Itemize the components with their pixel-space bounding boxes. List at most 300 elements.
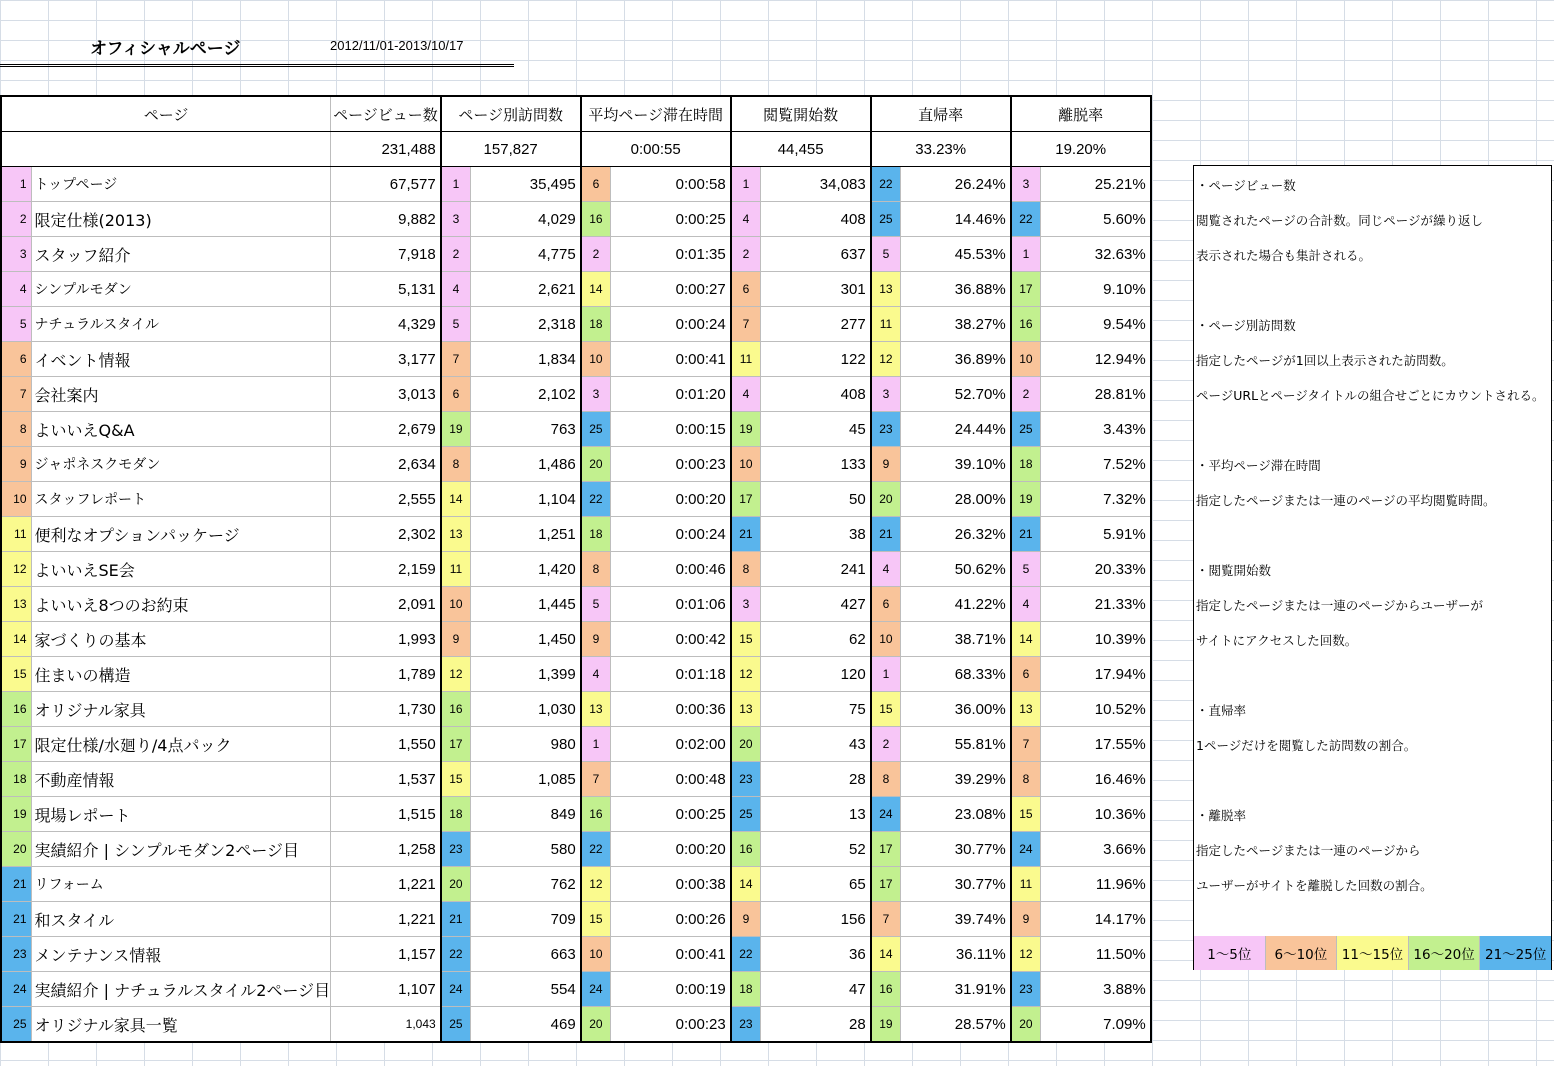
avg-time-cell[interactable]: 0:00:27 <box>611 272 731 307</box>
avg-time-cell[interactable]: 0:00:38 <box>611 867 731 902</box>
entrances-cell[interactable]: 637 <box>761 237 871 272</box>
avg-time-cell[interactable]: 0:00:24 <box>611 307 731 342</box>
avg-time-cell[interactable]: 0:00:41 <box>611 937 731 972</box>
visits-rank-cell: 11 <box>441 552 471 587</box>
pv-rank-cell: 16 <box>1 692 31 727</box>
bounce-rate-cell[interactable]: 36.89% <box>901 342 1011 377</box>
visits-rank-cell: 15 <box>441 762 471 797</box>
exit-rank-cell: 23 <box>1011 972 1041 1007</box>
total-bounce-rate[interactable]: 33.23% <box>871 132 1011 167</box>
note-line: ・ページ別訪問数 <box>1196 318 1296 333</box>
table-row <box>1 167 1151 202</box>
avg-time-cell[interactable]: 0:00:20 <box>611 482 731 517</box>
pv-rank-cell: 2 <box>1 202 31 237</box>
table-row <box>1 482 1151 517</box>
visits-rank-cell: 14 <box>441 482 471 517</box>
visits-cell[interactable]: 1,030 <box>471 692 581 727</box>
table-row <box>1 727 1151 762</box>
bounce-rank-cell: 19 <box>871 1007 901 1043</box>
total-exit-rate[interactable]: 19.20% <box>1011 132 1151 167</box>
page-name-cell[interactable]: よいいえ8つのお約束 <box>31 587 331 622</box>
exit-rate-cell[interactable]: 10.36% <box>1041 797 1151 832</box>
exit-rank-cell: 11 <box>1011 867 1041 902</box>
exit-rank-cell: 22 <box>1011 202 1041 237</box>
exit-rate-cell[interactable]: 7.32% <box>1041 482 1151 517</box>
note-line: ページURLとページタイトルの組合せごとにカウントされる。 <box>1196 388 1545 403</box>
entrances-cell[interactable]: 75 <box>761 692 871 727</box>
entrances-rank-cell: 1 <box>731 167 761 202</box>
exit-rank-cell: 14 <box>1011 622 1041 657</box>
entrances-cell[interactable]: 28 <box>761 762 871 797</box>
avg-time-cell[interactable]: 0:00:42 <box>611 622 731 657</box>
bounce-rank-cell: 11 <box>871 307 901 342</box>
page-name-cell[interactable]: トップページ <box>31 167 331 202</box>
bounce-rank-cell: 12 <box>871 342 901 377</box>
exit-rate-cell[interactable]: 5.60% <box>1041 202 1151 237</box>
avg-time-rank-cell: 1 <box>581 727 611 762</box>
exit-rank-cell: 8 <box>1011 762 1041 797</box>
total-avg-time[interactable]: 0:00:55 <box>581 132 731 167</box>
table-row <box>1 762 1151 797</box>
entrances-cell[interactable]: 408 <box>761 202 871 237</box>
page-name-cell[interactable]: 和スタイル <box>31 902 331 937</box>
header-entrances[interactable]: 閲覧開始数 <box>731 96 871 132</box>
pageviews-cell[interactable]: 2,555 <box>331 482 441 517</box>
page-name-cell[interactable]: 限定仕様(2013) <box>31 202 331 237</box>
date-range: 2012/11/01-2013/10/17 <box>330 38 464 53</box>
entrances-cell[interactable]: 120 <box>761 657 871 692</box>
entrances-rank-cell: 4 <box>731 377 761 412</box>
visits-cell[interactable]: 1,104 <box>471 482 581 517</box>
exit-rate-cell[interactable]: 17.94% <box>1041 657 1151 692</box>
header-visits[interactable]: ページ別訪問数 <box>441 96 581 132</box>
bounce-rate-cell[interactable]: 55.81% <box>901 727 1011 762</box>
bounce-rate-cell[interactable]: 38.27% <box>901 307 1011 342</box>
pageviews-cell[interactable]: 1,789 <box>331 657 441 692</box>
avg-time-cell[interactable]: 0:00:25 <box>611 202 731 237</box>
table-row <box>1 307 1151 342</box>
entrances-rank-cell: 20 <box>731 727 761 762</box>
exit-rate-cell[interactable]: 9.10% <box>1041 272 1151 307</box>
bounce-rate-cell[interactable]: 28.57% <box>901 1007 1011 1043</box>
table-row <box>1 447 1151 482</box>
total-entrances[interactable]: 44,455 <box>731 132 871 167</box>
avg-time-cell[interactable]: 0:00:20 <box>611 832 731 867</box>
bounce-rate-cell[interactable]: 39.74% <box>901 902 1011 937</box>
bounce-rate-cell[interactable]: 45.53% <box>901 237 1011 272</box>
entrances-cell[interactable]: 408 <box>761 377 871 412</box>
page-name-cell[interactable]: 住まいの構造 <box>31 657 331 692</box>
entrances-rank-cell: 18 <box>731 972 761 1007</box>
visits-cell[interactable]: 2,318 <box>471 307 581 342</box>
entrances-rank-cell: 10 <box>731 447 761 482</box>
exit-rank-cell: 5 <box>1011 552 1041 587</box>
exit-rank-cell: 9 <box>1011 902 1041 937</box>
pv-rank-cell: 18 <box>1 762 31 797</box>
entrances-cell[interactable]: 52 <box>761 832 871 867</box>
entrances-rank-cell: 25 <box>731 797 761 832</box>
pageviews-cell[interactable]: 1,107 <box>331 972 441 1007</box>
page-name-cell[interactable]: オリジナル家具一覧 <box>31 1007 331 1043</box>
pageviews-cell[interactable]: 1,550 <box>331 727 441 762</box>
entrances-cell[interactable]: 45 <box>761 412 871 447</box>
avg-time-cell[interactable]: 0:00:41 <box>611 342 731 377</box>
visits-cell[interactable]: 1,445 <box>471 587 581 622</box>
visits-cell[interactable]: 1,085 <box>471 762 581 797</box>
pv-rank-cell: 14 <box>1 622 31 657</box>
exit-rate-cell[interactable]: 21.33% <box>1041 587 1151 622</box>
pageviews-cell[interactable]: 2,679 <box>331 412 441 447</box>
page-name-cell[interactable]: スタッフレポート <box>31 482 331 517</box>
avg-time-cell[interactable]: 0:02:00 <box>611 727 731 762</box>
exit-rank-cell: 4 <box>1011 587 1041 622</box>
exit-rate-cell[interactable]: 3.43% <box>1041 412 1151 447</box>
bounce-rate-cell[interactable]: 68.33% <box>901 657 1011 692</box>
avg-time-cell[interactable]: 0:00:23 <box>611 447 731 482</box>
totals-row <box>1 132 1151 167</box>
pageviews-cell[interactable]: 9,882 <box>331 202 441 237</box>
exit-rank-cell: 3 <box>1011 167 1041 202</box>
visits-cell[interactable]: 1,399 <box>471 657 581 692</box>
page-name-cell[interactable]: 限定仕様/水廻り/4点パック <box>31 727 331 762</box>
bounce-rate-cell[interactable]: 36.00% <box>901 692 1011 727</box>
bounce-rank-cell: 1 <box>871 657 901 692</box>
avg-time-cell[interactable]: 0:00:26 <box>611 902 731 937</box>
visits-cell[interactable]: 554 <box>471 972 581 1007</box>
pv-rank-cell: 20 <box>1 832 31 867</box>
avg-time-cell[interactable]: 0:01:18 <box>611 657 731 692</box>
avg-time-cell[interactable]: 0:00:48 <box>611 762 731 797</box>
exit-rate-cell[interactable]: 11.50% <box>1041 937 1151 972</box>
note-line: 表示された場合も集計される。 <box>1196 248 1372 263</box>
bounce-rank-cell: 3 <box>871 377 901 412</box>
bounce-rate-cell[interactable]: 36.88% <box>901 272 1011 307</box>
bounce-rank-cell: 17 <box>871 832 901 867</box>
pageviews-cell[interactable]: 3,013 <box>331 377 441 412</box>
pv-rank-cell: 1 <box>1 167 31 202</box>
entrances-cell[interactable]: 277 <box>761 307 871 342</box>
entrances-rank-cell: 23 <box>731 1007 761 1043</box>
pv-rank-cell: 19 <box>1 797 31 832</box>
bounce-rate-cell[interactable]: 39.29% <box>901 762 1011 797</box>
page-name-cell[interactable]: 会社案内 <box>31 377 331 412</box>
entrances-cell[interactable]: 13 <box>761 797 871 832</box>
bounce-rate-cell[interactable]: 23.08% <box>901 797 1011 832</box>
pageviews-cell[interactable]: 2,302 <box>331 517 441 552</box>
visits-cell[interactable]: 709 <box>471 902 581 937</box>
pv-rank-cell: 24 <box>1 972 31 1007</box>
visits-rank-cell: 23 <box>441 832 471 867</box>
avg-time-cell[interactable]: 0:00:58 <box>611 167 731 202</box>
visits-rank-cell: 19 <box>441 412 471 447</box>
bounce-rate-cell[interactable]: 30.77% <box>901 867 1011 902</box>
table-row <box>1 517 1151 552</box>
bounce-rate-cell[interactable]: 14.46% <box>901 202 1011 237</box>
visits-cell[interactable]: 580 <box>471 832 581 867</box>
bounce-rank-cell: 10 <box>871 622 901 657</box>
exit-rate-cell[interactable]: 12.94% <box>1041 342 1151 377</box>
pv-rank-cell: 3 <box>1 237 31 272</box>
page-name-cell[interactable]: オリジナル家具 <box>31 692 331 727</box>
entrances-rank-cell: 14 <box>731 867 761 902</box>
page-name-cell[interactable]: ナチュラルスタイル <box>31 307 331 342</box>
header-pageviews[interactable]: ページビュー数 <box>331 96 441 132</box>
pageviews-cell[interactable]: 1,537 <box>331 762 441 797</box>
avg-time-cell[interactable]: 0:01:06 <box>611 587 731 622</box>
bounce-rate-cell[interactable]: 52.70% <box>901 377 1011 412</box>
note-line: ・平均ページ滞在時間 <box>1196 458 1321 473</box>
avg-time-cell[interactable]: 0:00:24 <box>611 517 731 552</box>
entrances-rank-cell: 15 <box>731 622 761 657</box>
exit-rate-cell[interactable]: 16.46% <box>1041 762 1151 797</box>
visits-rank-cell: 5 <box>441 307 471 342</box>
table-row <box>1 1007 1151 1043</box>
avg-time-rank-cell: 6 <box>581 167 611 202</box>
legend-rank-11-15: 11～15位 <box>1336 936 1408 970</box>
pageviews-cell[interactable]: 1,730 <box>331 692 441 727</box>
page-name-cell[interactable]: 不動産情報 <box>31 762 331 797</box>
bounce-rate-cell[interactable]: 39.10% <box>901 447 1011 482</box>
entrances-cell[interactable]: 38 <box>761 517 871 552</box>
exit-rate-cell[interactable]: 9.54% <box>1041 307 1151 342</box>
avg-time-rank-cell: 18 <box>581 517 611 552</box>
page-name-cell[interactable]: 家づくりの基本 <box>31 622 331 657</box>
entrances-cell[interactable]: 427 <box>761 587 871 622</box>
visits-rank-cell: 2 <box>441 237 471 272</box>
page-name-cell[interactable]: 便利なオプションパッケージ <box>31 517 331 552</box>
exit-rate-cell[interactable]: 3.88% <box>1041 972 1151 1007</box>
visits-cell[interactable]: 469 <box>471 1007 581 1043</box>
entrances-cell[interactable]: 50 <box>761 482 871 517</box>
visits-rank-cell: 18 <box>441 797 471 832</box>
entrances-rank-cell: 13 <box>731 692 761 727</box>
exit-rank-cell: 10 <box>1011 342 1041 377</box>
visits-rank-cell: 20 <box>441 867 471 902</box>
avg-time-rank-cell: 7 <box>581 762 611 797</box>
avg-time-rank-cell: 2 <box>581 237 611 272</box>
note-line: ・閲覧開始数 <box>1196 563 1272 578</box>
pageviews-cell[interactable]: 2,634 <box>331 447 441 482</box>
exit-rate-cell[interactable]: 11.96% <box>1041 867 1151 902</box>
header-exit-rate[interactable]: 離脱率 <box>1011 96 1151 132</box>
bounce-rate-cell[interactable]: 26.24% <box>901 167 1011 202</box>
bounce-rank-cell: 21 <box>871 517 901 552</box>
exit-rank-cell: 16 <box>1011 307 1041 342</box>
visits-rank-cell: 4 <box>441 272 471 307</box>
avg-time-cell[interactable]: 0:01:20 <box>611 377 731 412</box>
entrances-cell[interactable]: 36 <box>761 937 871 972</box>
bounce-rank-cell: 17 <box>871 867 901 902</box>
exit-rate-cell[interactable]: 7.09% <box>1041 1007 1151 1043</box>
pageviews-cell[interactable]: 1,515 <box>331 797 441 832</box>
pageviews-cell[interactable]: 1,221 <box>331 902 441 937</box>
entrances-rank-cell: 17 <box>731 482 761 517</box>
avg-time-cell[interactable]: 0:00:15 <box>611 412 731 447</box>
pageviews-cell[interactable]: 1,221 <box>331 867 441 902</box>
page-name-cell[interactable]: よいいえQ&A <box>31 412 331 447</box>
avg-time-rank-cell: 16 <box>581 797 611 832</box>
bounce-rank-cell: 4 <box>871 552 901 587</box>
visits-cell[interactable]: 4,029 <box>471 202 581 237</box>
page-name-cell[interactable]: 現場レポート <box>31 797 331 832</box>
visits-rank-cell: 9 <box>441 622 471 657</box>
bounce-rank-cell: 22 <box>871 167 901 202</box>
visits-cell[interactable]: 2,621 <box>471 272 581 307</box>
total-visits[interactable]: 157,827 <box>441 132 581 167</box>
pv-rank-cell: 7 <box>1 377 31 412</box>
bounce-rank-cell: 8 <box>871 762 901 797</box>
visits-cell[interactable]: 1,834 <box>471 342 581 377</box>
pageviews-cell[interactable]: 2,159 <box>331 552 441 587</box>
table-row <box>1 902 1151 937</box>
pageviews-cell[interactable]: 4,329 <box>331 307 441 342</box>
entrances-rank-cell: 3 <box>731 587 761 622</box>
entrances-cell[interactable]: 62 <box>761 622 871 657</box>
page-name-cell[interactable]: よいいえSE会 <box>31 552 331 587</box>
entrances-rank-cell: 19 <box>731 412 761 447</box>
avg-time-cell[interactable]: 0:01:35 <box>611 237 731 272</box>
bounce-rate-cell[interactable]: 24.44% <box>901 412 1011 447</box>
header-avg-time[interactable]: 平均ページ滞在時間 <box>581 96 731 132</box>
entrances-cell[interactable]: 301 <box>761 272 871 307</box>
visits-cell[interactable]: 763 <box>471 412 581 447</box>
bounce-rate-cell[interactable]: 26.32% <box>901 517 1011 552</box>
exit-rate-cell[interactable]: 10.52% <box>1041 692 1151 727</box>
entrances-rank-cell: 7 <box>731 307 761 342</box>
table-row <box>1 692 1151 727</box>
visits-rank-cell: 1 <box>441 167 471 202</box>
entrances-rank-cell: 11 <box>731 342 761 377</box>
note-line: ・ページビュー数 <box>1196 178 1296 193</box>
pageviews-cell[interactable]: 7,918 <box>331 237 441 272</box>
exit-rate-cell[interactable]: 7.52% <box>1041 447 1151 482</box>
pageviews-cell[interactable]: 2,091 <box>331 587 441 622</box>
entrances-cell[interactable]: 65 <box>761 867 871 902</box>
pv-rank-cell: 5 <box>1 307 31 342</box>
visits-cell[interactable]: 980 <box>471 727 581 762</box>
avg-time-cell[interactable]: 0:00:19 <box>611 972 731 1007</box>
entrances-cell[interactable]: 122 <box>761 342 871 377</box>
entrances-cell[interactable]: 133 <box>761 447 871 482</box>
visits-cell[interactable]: 35,495 <box>471 167 581 202</box>
bounce-rate-cell[interactable]: 36.11% <box>901 937 1011 972</box>
header-bounce-rate[interactable]: 直帰率 <box>871 96 1011 132</box>
avg-time-rank-cell: 14 <box>581 272 611 307</box>
page-name-cell[interactable]: シンプルモダン <box>31 272 331 307</box>
note-line: 指定したページまたは一連のページからユーザーが <box>1196 598 1484 613</box>
exit-rate-cell[interactable]: 32.63% <box>1041 237 1151 272</box>
entrances-cell[interactable]: 43 <box>761 727 871 762</box>
exit-rate-cell[interactable]: 10.39% <box>1041 622 1151 657</box>
bounce-rate-cell[interactable]: 30.77% <box>901 832 1011 867</box>
page-name-cell[interactable]: メンテナンス情報 <box>31 937 331 972</box>
visits-cell[interactable]: 2,102 <box>471 377 581 412</box>
table-row <box>1 832 1151 867</box>
entrances-rank-cell: 6 <box>731 272 761 307</box>
exit-rate-cell[interactable]: 25.21% <box>1041 167 1151 202</box>
bounce-rate-cell[interactable]: 28.00% <box>901 482 1011 517</box>
avg-time-cell[interactable]: 0:00:23 <box>611 1007 731 1043</box>
visits-cell[interactable]: 663 <box>471 937 581 972</box>
avg-time-rank-cell: 13 <box>581 692 611 727</box>
avg-time-rank-cell: 4 <box>581 657 611 692</box>
bounce-rate-cell[interactable]: 41.22% <box>901 587 1011 622</box>
legend-rank-16-20: 16～20位 <box>1408 936 1480 970</box>
page-name-cell[interactable]: イベント情報 <box>31 342 331 377</box>
visits-cell[interactable]: 1,486 <box>471 447 581 482</box>
exit-rate-cell[interactable]: 3.66% <box>1041 832 1151 867</box>
exit-rank-cell: 2 <box>1011 377 1041 412</box>
entrances-cell[interactable]: 34,083 <box>761 167 871 202</box>
page-name-cell[interactable]: スタッフ紹介 <box>31 237 331 272</box>
entrances-rank-cell: 23 <box>731 762 761 797</box>
bounce-rank-cell: 2 <box>871 727 901 762</box>
entrances-cell[interactable]: 47 <box>761 972 871 1007</box>
visits-rank-cell: 13 <box>441 517 471 552</box>
pageviews-cell[interactable]: 3,177 <box>331 342 441 377</box>
visits-cell[interactable]: 762 <box>471 867 581 902</box>
pageviews-cell[interactable]: 67,577 <box>331 167 441 202</box>
pv-rank-cell: 11 <box>1 517 31 552</box>
bounce-rank-cell: 6 <box>871 587 901 622</box>
entrances-cell[interactable]: 28 <box>761 1007 871 1043</box>
entrances-cell[interactable]: 241 <box>761 552 871 587</box>
avg-time-rank-cell: 9 <box>581 622 611 657</box>
visits-cell[interactable]: 4,775 <box>471 237 581 272</box>
pv-rank-cell: 23 <box>1 937 31 972</box>
visits-cell[interactable]: 1,251 <box>471 517 581 552</box>
table-row <box>1 937 1151 972</box>
exit-rate-cell[interactable]: 28.81% <box>1041 377 1151 412</box>
pageviews-cell[interactable]: 1,043 <box>331 1007 441 1043</box>
visits-rank-cell: 16 <box>441 692 471 727</box>
page-name-cell[interactable]: ジャポネスクモダン <box>31 447 331 482</box>
exit-rate-cell[interactable]: 5.91% <box>1041 517 1151 552</box>
page-title: オフィシャルページ <box>90 39 241 59</box>
avg-time-cell[interactable]: 0:00:36 <box>611 692 731 727</box>
entrances-rank-cell: 9 <box>731 902 761 937</box>
bounce-rate-cell[interactable]: 31.91% <box>901 972 1011 1007</box>
header-page[interactable]: ページ <box>1 96 331 132</box>
page-name-cell[interactable]: 実績紹介 | ナチュラルスタイル2ページ目 <box>31 972 331 1007</box>
bounce-rate-cell[interactable]: 50.62% <box>901 552 1011 587</box>
exit-rate-cell[interactable]: 14.17% <box>1041 902 1151 937</box>
bounce-rate-cell[interactable]: 38.71% <box>901 622 1011 657</box>
exit-rate-cell[interactable]: 17.55% <box>1041 727 1151 762</box>
totals-label-cell <box>1 132 331 167</box>
visits-cell[interactable]: 849 <box>471 797 581 832</box>
bounce-rank-cell: 7 <box>871 902 901 937</box>
visits-cell[interactable]: 1,450 <box>471 622 581 657</box>
total-pageviews[interactable]: 231,488 <box>331 132 441 167</box>
pageviews-cell[interactable]: 5,131 <box>331 272 441 307</box>
pageviews-cell[interactable]: 1,157 <box>331 937 441 972</box>
table-row <box>1 867 1151 902</box>
bounce-rank-cell: 20 <box>871 482 901 517</box>
avg-time-cell[interactable]: 0:00:46 <box>611 552 731 587</box>
avg-time-cell[interactable]: 0:00:25 <box>611 797 731 832</box>
entrances-cell[interactable]: 156 <box>761 902 871 937</box>
pageviews-cell[interactable]: 1,258 <box>331 832 441 867</box>
visits-cell[interactable]: 1,420 <box>471 552 581 587</box>
exit-rank-cell: 21 <box>1011 517 1041 552</box>
pageviews-cell[interactable]: 1,993 <box>331 622 441 657</box>
page-name-cell[interactable]: 実績紹介 | シンプルモダン2ページ目 <box>31 832 331 867</box>
page-name-cell[interactable]: リフォーム <box>31 867 331 902</box>
exit-rate-cell[interactable]: 20.33% <box>1041 552 1151 587</box>
bounce-rank-cell: 13 <box>871 272 901 307</box>
exit-rank-cell: 13 <box>1011 692 1041 727</box>
